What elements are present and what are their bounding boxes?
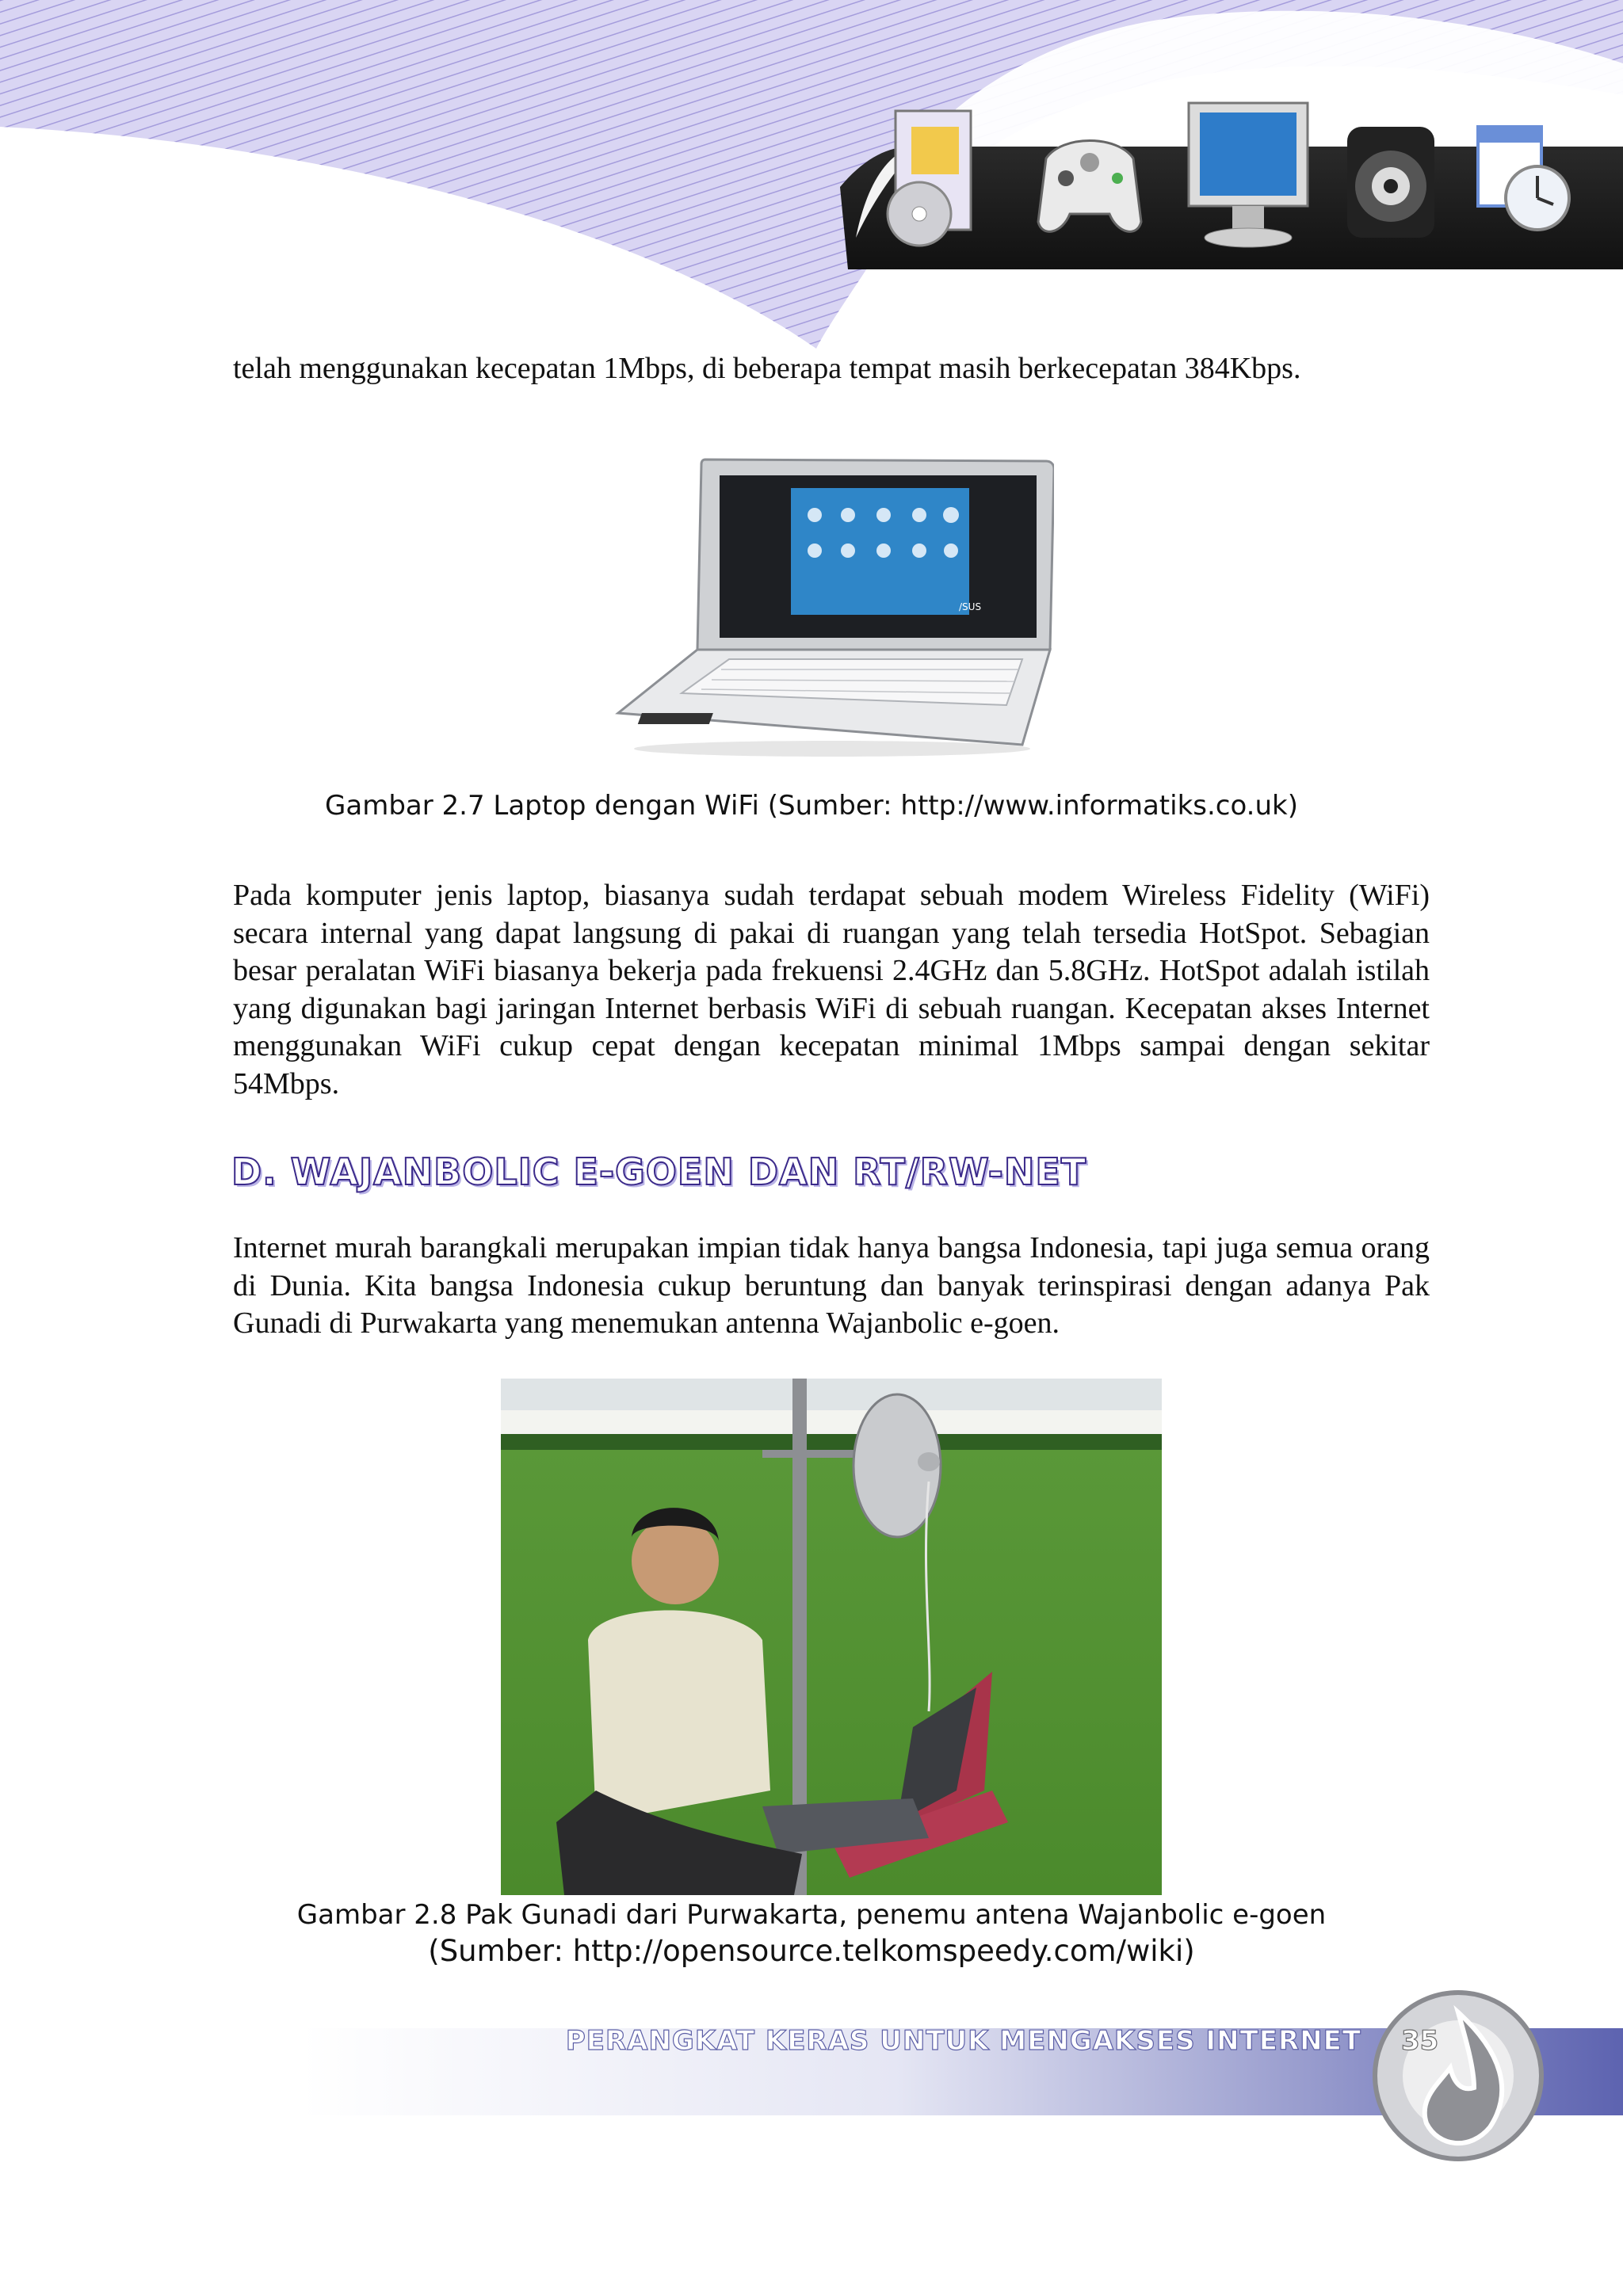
- software-box-icon: [872, 95, 1006, 254]
- speaker-icon: [1339, 119, 1442, 246]
- flame-disc-logo: [1363, 1981, 1553, 2171]
- monitor-icon: [1181, 95, 1316, 254]
- section-heading: D. WAJANBOLIC E-GOEN DAN RT/RW-NET: [231, 1150, 1087, 1193]
- figure2-caption-line1: Gambar 2.8 Pak Gunadi dari Purwakarta, penemu antena Wajanbolic e-goen: [296, 1899, 1327, 1931]
- figure1-caption: Gambar 2.7 Laptop dengan WiFi (Sumber: http://www.informatiks.co.uk): [325, 790, 1298, 822]
- calendar-clock-icon: [1470, 119, 1573, 246]
- page-number: 35: [1401, 2025, 1439, 2057]
- laptop-screen-logo: /SUS: [959, 601, 982, 612]
- paragraph-wajanbolic: Internet murah barangkali merupakan impian tidak hanya bangsa Indonesia, tapi juga semua orang di Dunia. Kita bangsa Indonesia cukup beruntung dan banyak terinspirasi dengan adanya Pak Gunadi di Purwakarta yang menemukan antenna Wajanbolic e-goen.: [233, 1231, 1430, 1340]
- wajanbolic-photo: [501, 1379, 1162, 1895]
- figure2-caption-line2: (Sumber: http://opensource.telkomspeedy.com/wiki): [428, 1934, 1195, 1968]
- footer-title: PERANGKAT KERAS UNTUK MENGAKSES INTERNET: [565, 2025, 1361, 2057]
- paragraph-wifi: Pada komputer jenis laptop, biasanya sudah terdapat sebuah modem Wireless Fidelity (WiFi) secara internal yang dapat langsung di pakai di ruangan yang telah tersedia HotSpot. Sebagian besar peralatan WiFi biasanya bekerja pada frekuensi 2.4GHz dan 5.8GHz. HotSpot adalah istilah yang digunakan bagi jaringan Internet berbasis WiFi di sebuah ruangan. Kecepatan akses Internet menggunakan WiFi cukup cepat dengan kecepatan minimal 1Mbps sampai dengan sekitar 54Mbps.: [233, 879, 1430, 1100]
- laptop-photo: [610, 452, 1054, 761]
- gamepad-icon: [1030, 119, 1149, 246]
- intro-line: telah menggunakan kecepatan 1Mbps, di beberapa tempat masih berkecepatan 384Kbps.: [233, 352, 1301, 385]
